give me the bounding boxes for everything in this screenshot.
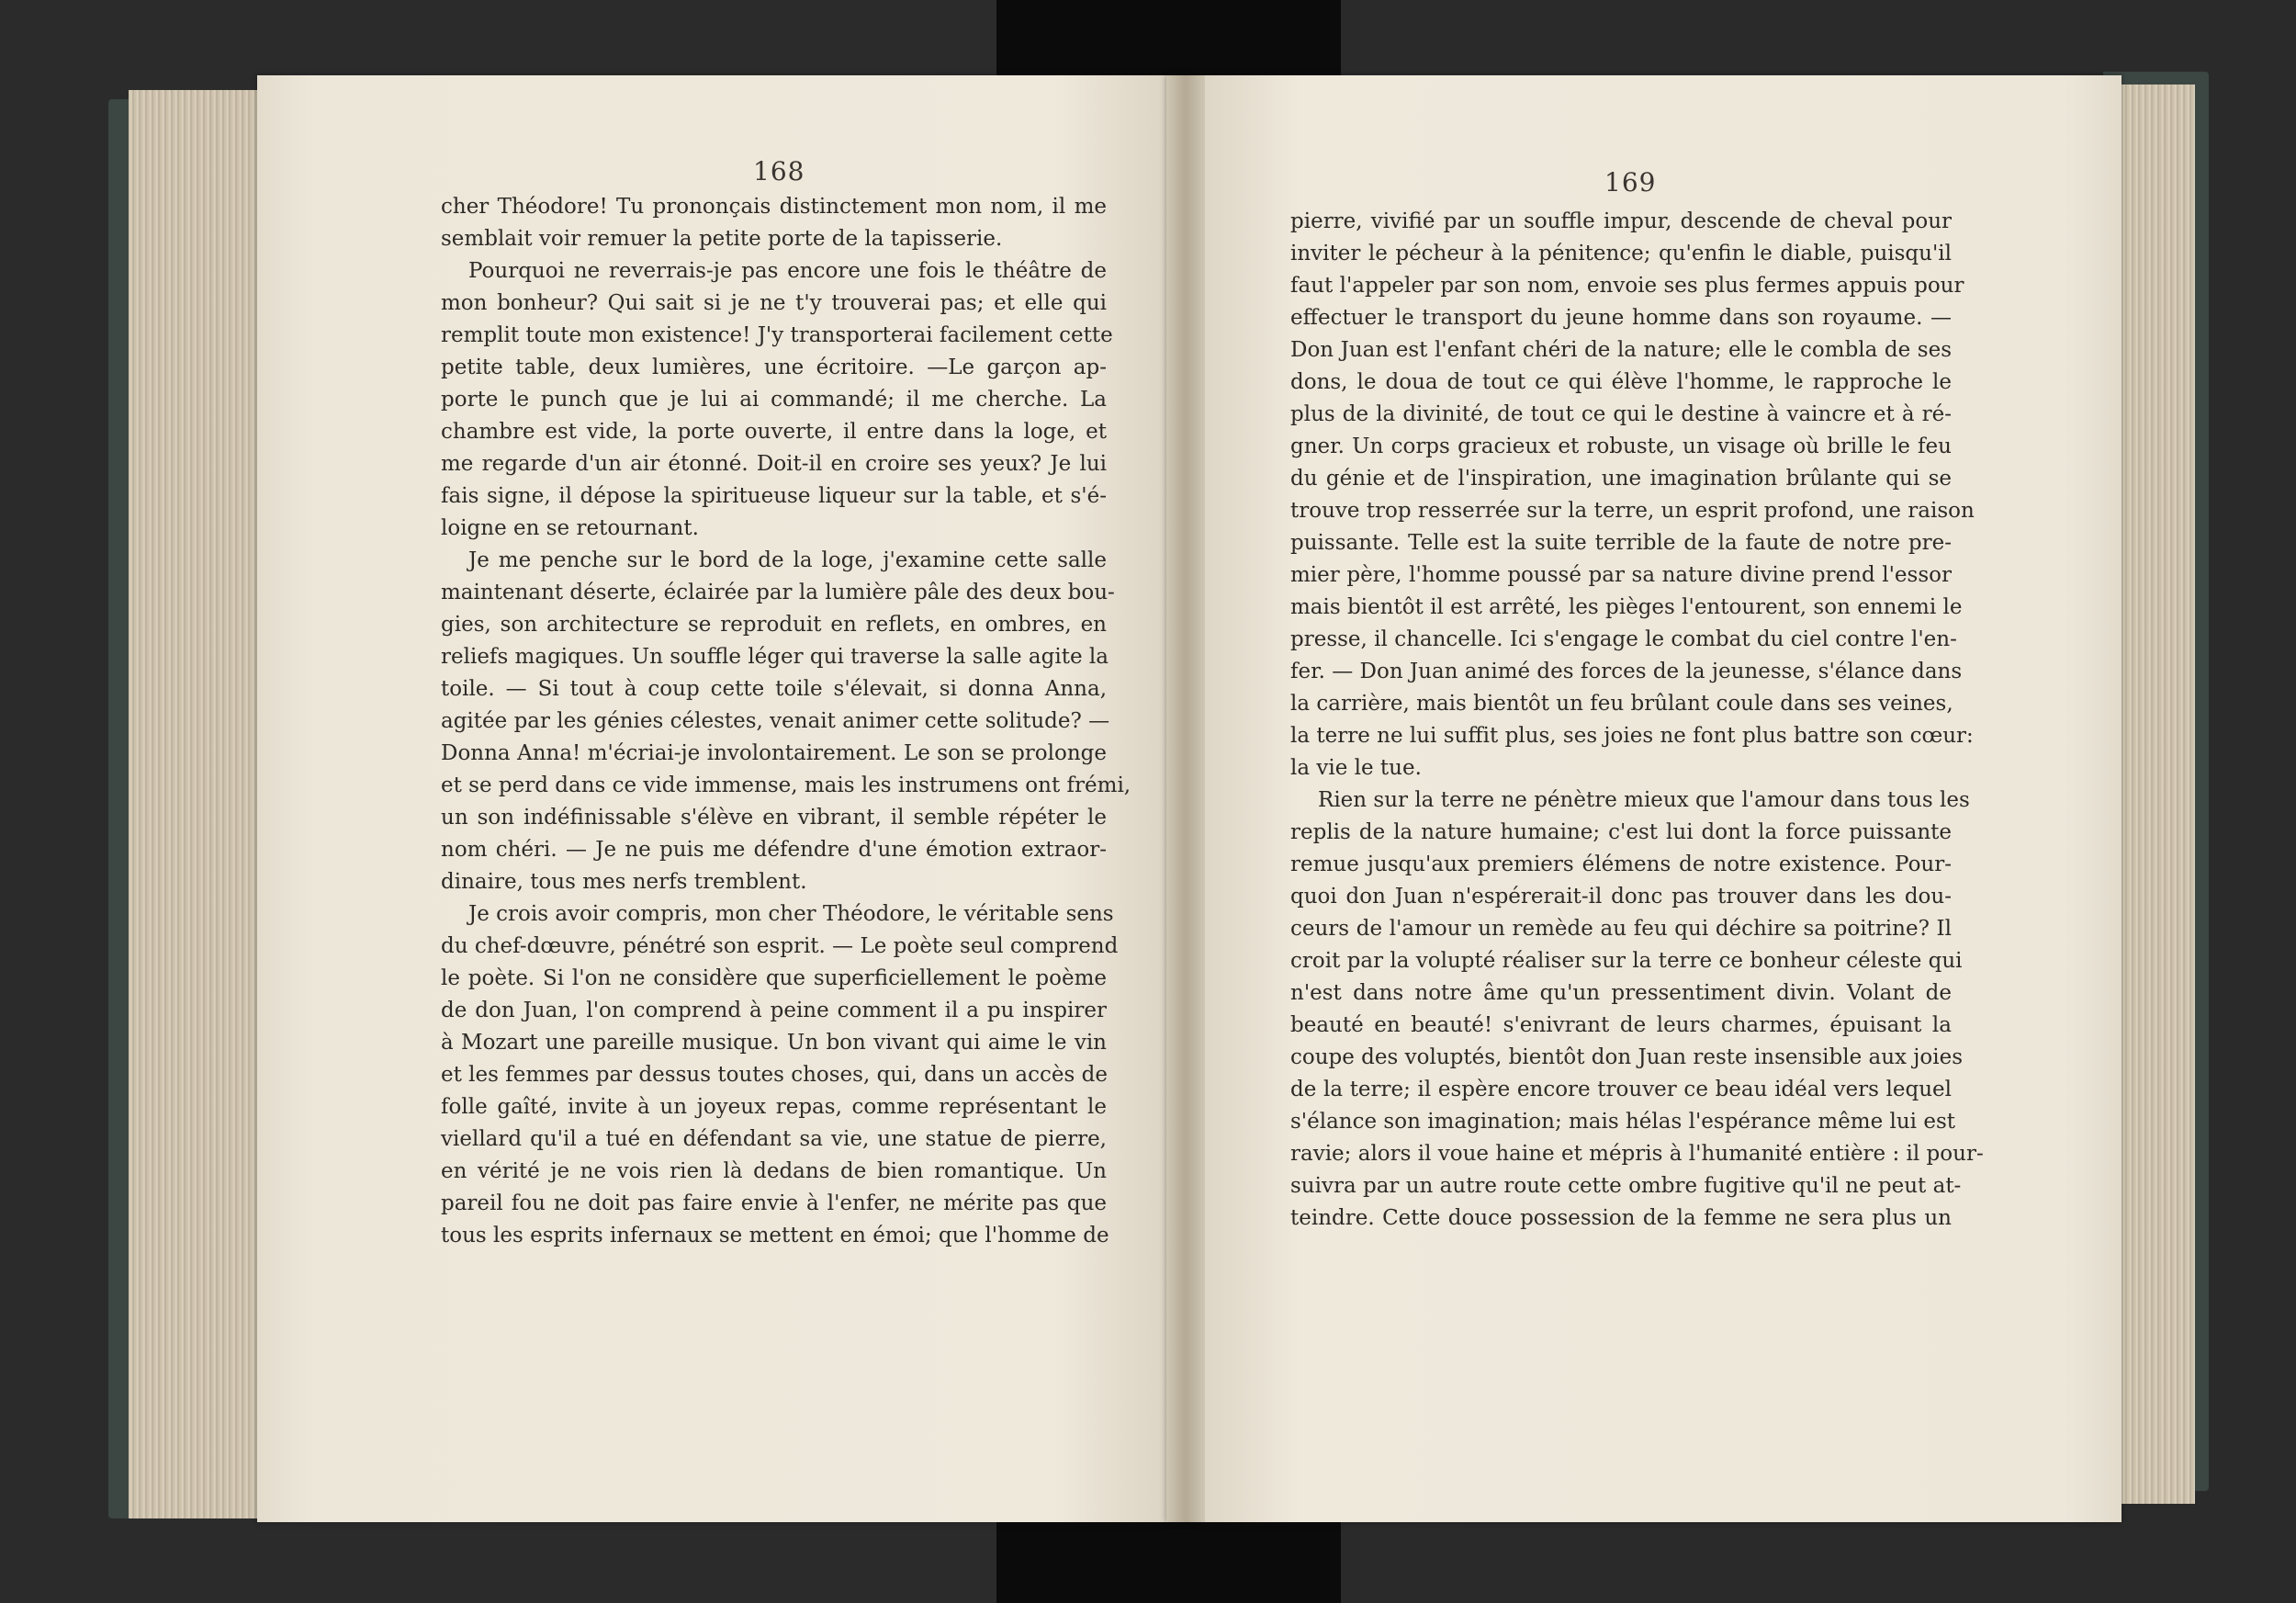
text-line: fer. — Don Juan animé des forces de la jeunesse, s'élance dans [1290,660,1963,683]
text-line: de don Juan, l'on comprend à peine comment il a pu inspirer [441,999,1107,1022]
text-line: Pourquoi ne reverrais-je pas encore une fois le théâtre de [468,259,1107,283]
text-line: me regarde d'un air étonné. Doit-il en croire ses yeux? Je lui [441,452,1107,476]
text-line: un son indéfinissable s'élève en vibrant, il semble répéter le [441,806,1107,830]
right-page-text [1290,206,1984,1235]
text-line: et les femmes par dessus toutes choses, qui, dans un accès de [441,1063,1108,1087]
text-line: pareil fou ne doit pas faire envie à l'enfer, ne mérite pas que [441,1191,1107,1215]
text-line: en vérité je ne vois rien là dedans de bien romantique. Un [441,1159,1107,1183]
text-line: teindre. Cette douce possession de la femme ne sera plus un [1290,1206,1952,1230]
text-line: coupe des voluptés, bientôt don Juan reste insensible aux joies [1290,1045,1964,1069]
text-line: effectuer le transport du jeune homme dans son royaume. — [1290,306,1952,330]
text-line: toile. — Si tout à coup cette toile s'élevait, si donna Anna, [441,677,1107,701]
text-line: ravie; alors il voue haine et mépris à l'humanité entière : il pour- [1290,1142,1984,1166]
book-gutter [1166,75,1205,1522]
text-line: la carrière, mais bientôt un feu brûlant coule dans ses veines, [1290,692,1953,716]
text-line: tous les esprits infernaux se mettent en émoi; que l'homme de [441,1224,1109,1247]
text-line: de la terre; il espère encore trouver ce beau idéal vers lequel [1290,1078,1952,1101]
text-line: pierre, vivifié par un souffle impur, descende de cheval pour [1290,209,1952,233]
text-line: suivra par un autre route cette ombre fugitive qu'il ne peut at- [1290,1174,1962,1198]
left-page-text [441,191,1131,1252]
text-line: remue jusqu'aux premiers élémens de notre existence. Pour- [1290,852,1952,876]
text-line: loigne en se retournant. [441,516,699,540]
text-line: plus de la divinité, de tout ce qui le destine à vaincre et à ré- [1290,402,1952,426]
text-line: replis de la nature humaine; c'est lui dont la force puissante [1290,820,1952,844]
text-line: petite table, deux lumières, une écritoire. —Le garçon ap- [441,356,1107,379]
text-line: n'est dans notre âme qu'un pressentiment divin. Volant de [1290,981,1952,1005]
text-line: agitée par les génies célestes, venait animer cette solitude? — [441,709,1110,733]
text-line: gies, son architecture se reproduit en reflets, en ombres, en [441,613,1107,637]
text-line: la vie le tue. [1290,756,1422,780]
text-line: cher Théodore! Tu prononçais distinctement mon nom, il me [441,195,1107,219]
text-line: ceurs de l'amour un remède au feu qui déchire sa poitrine? Il [1290,917,1952,941]
text-line: trouve trop resserrée sur la terre, un esprit profond, une raison [1290,499,1975,523]
text-line: viellard qu'il a tué en défendant sa vie, une statue de pierre, [441,1127,1107,1151]
text-line: Don Juan est l'enfant chéri de la nature; elle le combla de ses [1290,338,1952,362]
text-line: Je crois avoir compris, mon cher Théodore, le véritable sens [468,902,1114,926]
text-line: beauté en beauté! s'enivrant de leurs charmes, épuisant la [1290,1013,1952,1037]
text-line: fais signe, il dépose la spiritueuse liqueur sur la table, et s'é- [441,484,1107,508]
text-line: s'élance son imagination; mais hélas l'espérance même lui est [1290,1110,1955,1134]
left-page-number: 168 [753,156,805,186]
text-line: gner. Un corps gracieux et robuste, un visage où brille le feu [1290,435,1952,458]
text-line: croit par la volupté réaliser sur la terre ce bonheur céleste qui [1290,949,1963,973]
text-line: remplit toute mon existence! J'y transporterai facilement cette [441,323,1113,347]
right-page-number: 169 [1604,167,1657,198]
text-line: du génie et de l'inspiration, une imagination brûlante qui se [1290,467,1952,491]
text-line: quoi don Juan n'espérerait-il donc pas trouver dans les dou- [1290,885,1952,909]
text-line: mais bientôt il est arrêté, les pièges l'entourent, son ennemi le [1290,595,1963,619]
text-line: dons, le doua de tout ce qui élève l'homme, le rapproche le [1290,370,1952,394]
text-line: et se perd dans ce vide immense, mais les instrumens ont frémi, [441,773,1131,797]
text-line: maintenant déserte, éclairée par la lumière pâle des deux bou- [441,581,1115,604]
text-line: dinaire, tous mes nerfs tremblent. [441,870,807,894]
text-line: Donna Anna! m'écriai-je involontairement. Le son se prolonge [441,741,1107,765]
text-line: mon bonheur? Qui sait si je ne t'y trouverai pas; et elle qui [441,291,1107,315]
text-line: folle gaîté, invite à un joyeux repas, comme représentant le [441,1095,1107,1119]
text-line: faut l'appeler par son nom, envoie ses plus fermes appuis pour [1290,274,1964,298]
text-line: porte le punch que je lui ai commandé; il me cherche. La [441,388,1107,412]
text-line: presse, il chancelle. Ici s'engage le combat du ciel contre l'en- [1290,627,1957,651]
text-line: semblait voir remuer la petite porte de la tapisserie. [441,227,1003,251]
text-line: nom chéri. — Je ne puis me défendre d'une émotion extraor- [441,838,1107,862]
text-line: à Mozart une pareille musique. Un bon vivant qui aime le vin [441,1031,1107,1055]
text-line: chambre est vide, la porte ouverte, il entre dans la loge, et [441,420,1107,444]
text-line: puissante. Telle est la suite terrible de la faute de notre pre- [1290,531,1952,555]
text-line: Je me penche sur le bord de la loge, j'examine cette salle [468,548,1107,572]
text-line: le poète. Si l'on ne considère que superficiellement le poème [441,966,1107,990]
text-line: Rien sur la terre ne pénètre mieux que l'amour dans tous les [1318,788,1970,812]
text-line: mier père, l'homme poussé par sa nature divine prend l'essor [1290,563,1952,587]
text-line: reliefs magiques. Un souffle léger qui traverse la salle agite la [441,645,1109,669]
text-line: du chef-dœuvre, pénétré son esprit. — Le poète seul comprend [441,934,1119,958]
text-line: la terre ne lui suffit plus, ses joies ne font plus battre son cœur: [1290,724,1974,748]
text-line: inviter le pécheur à la pénitence; qu'enfin le diable, puisqu'il [1290,242,1952,265]
